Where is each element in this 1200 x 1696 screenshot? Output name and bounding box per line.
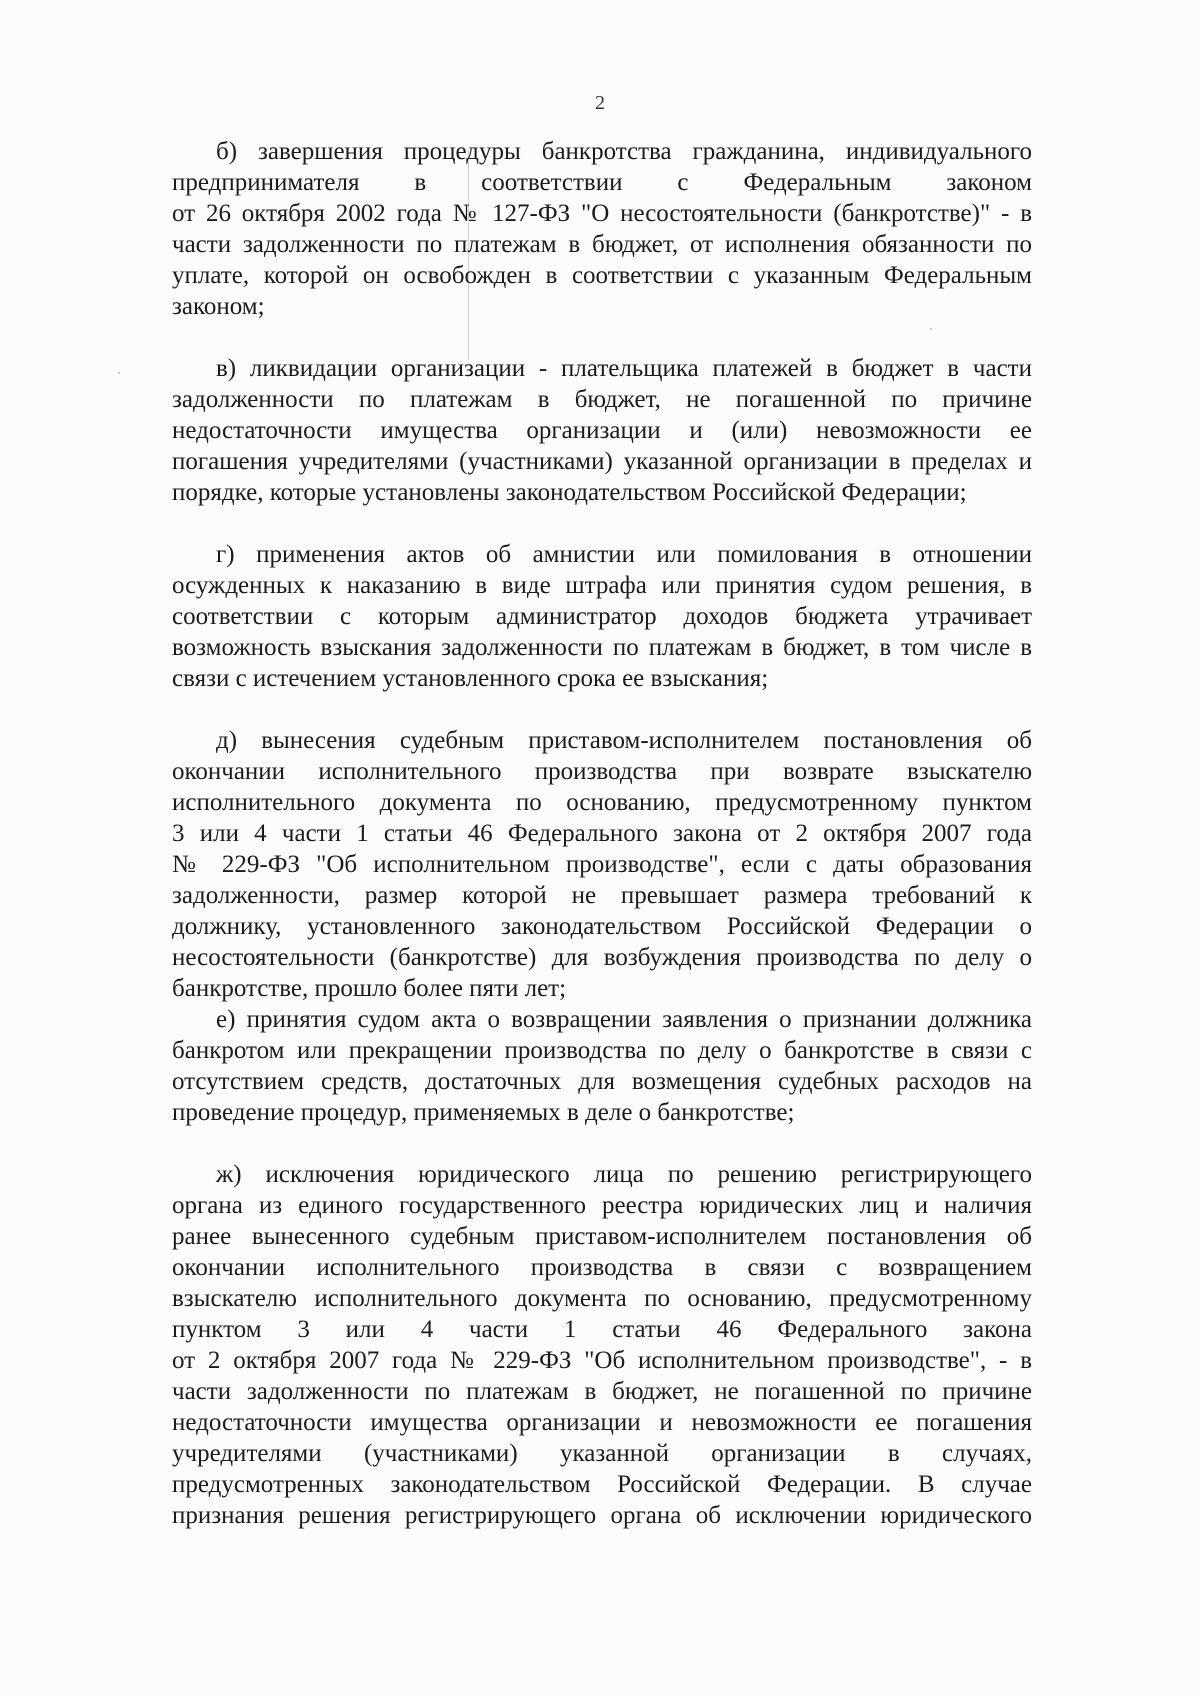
paragraph-b	[172, 136, 1032, 322]
text-line: осужденных к наказанию в виде штрафа или принятия судом решения, в	[172, 572, 1032, 599]
text-line: д) вынесения судебным приставом-исполнителем постановления об	[216, 727, 1032, 754]
text-line: проведение процедур, применяемых в деле о банкротстве;	[172, 1099, 795, 1126]
text-line: окончании исполнительного производства в связи с возвращением	[172, 1254, 1032, 1281]
text-line: задолженности по платежам в бюджет, не погашенной по причине	[172, 386, 1032, 413]
paragraph-e	[172, 1004, 1032, 1128]
text-line: несостоятельности (банкротстве) для возбуждения производства по делу о	[172, 944, 1032, 971]
text-line: соответствии с которым администратор доходов бюджета утрачивает	[172, 603, 1032, 630]
text-line: части задолженности по платежам в бюджет, от исполнения обязанности по	[172, 231, 1032, 258]
paragraph-gap	[172, 694, 1032, 725]
paragraph-gap	[172, 508, 1032, 539]
paragraph-v	[172, 353, 1032, 508]
text-line: уплате, которой он освобожден в соответствии с указанным Федеральным	[172, 262, 1032, 289]
text-line: недостаточности имущества организации и невозможности ее погашения	[172, 1409, 1032, 1436]
paragraph-d	[172, 725, 1032, 1004]
text-line: порядке, которые установлены законодательством Российской Федерации;	[172, 479, 967, 506]
text-line: недостаточности имущества организации и (или) невозможности ее	[172, 417, 1032, 444]
text-line: № 229-ФЗ "Об исполнительном производстве", если с даты образования	[172, 851, 1032, 878]
text-line: возможность взыскания задолженности по платежам в бюджет, в том числе в	[172, 634, 1032, 661]
text-line: от 2 октября 2007 года № 229-ФЗ "Об исполнительном производстве", - в	[172, 1347, 1032, 1374]
text-line: органа из единого государственного реестра юридических лиц и наличия	[172, 1192, 1032, 1219]
text-line: связи с истечением установленного срока ее взыскания;	[172, 665, 769, 692]
text-line: взыскателю исполнительного документа по основанию, предусмотренному	[172, 1285, 1032, 1312]
text-line: ранее вынесенного судебным приставом-исполнителем постановления об	[172, 1223, 1032, 1250]
text-line: е) принятия судом акта о возвращении заявления о признании должника	[216, 1006, 1032, 1033]
document-body	[172, 136, 1032, 1531]
text-line: 3 или 4 части 1 статьи 46 Федерального закона от 2 октября 2007 года	[172, 820, 1032, 847]
text-line: законом;	[172, 293, 265, 320]
text-line: отсутствием средств, достаточных для возмещения судебных расходов на	[172, 1068, 1032, 1095]
text-line: части задолженности по платежам в бюджет, не погашенной по причине	[172, 1378, 1032, 1405]
text-line: исполнительного документа по основанию, предусмотренному пунктом	[172, 789, 1032, 816]
text-line: предпринимателя в соответствии с Федеральным законом	[172, 169, 1032, 196]
page-number: 2	[595, 92, 605, 114]
text-line: б) завершения процедуры банкротства гражданина, индивидуального	[216, 138, 1032, 165]
text-line: в) ликвидации организации - плательщика платежей в бюджет в части	[216, 355, 1032, 382]
text-line: г) применения актов об амнистии или помилования в отношении	[216, 541, 1032, 568]
paragraph-gap	[172, 322, 1032, 353]
text-line: ж) исключения юридического лица по решению регистрирующего	[216, 1161, 1032, 1188]
text-line: банкротстве, прошло более пяти лет;	[172, 975, 567, 1002]
text-line: должнику, установленного законодательством Российской Федерации о	[172, 913, 1032, 940]
text-line: задолженности, размер которой не превышает размера требований к	[172, 882, 1032, 909]
scan-artifact-dot	[118, 372, 120, 374]
paragraph-g	[172, 539, 1032, 694]
text-line: признания решения регистрирующего органа об исключении юридического	[172, 1502, 1032, 1529]
text-line: погашения учредителями (участниками) указанной организации в пределах и	[172, 448, 1032, 475]
text-line: предусмотренных законодательством Российской Федерации. В случае	[172, 1471, 1032, 1498]
paragraph-zh	[172, 1159, 1032, 1531]
text-line: учредителями (участниками) указанной организации в случаях,	[172, 1440, 1032, 1467]
paragraph-gap	[172, 1128, 1032, 1159]
text-line: банкротом или прекращении производства по делу о банкротстве в связи с	[172, 1037, 1032, 1064]
text-line: окончании исполнительного производства при возврате взыскателю	[172, 758, 1032, 785]
text-line: пунктом 3 или 4 части 1 статьи 46 Федерального закона	[172, 1316, 1032, 1343]
text-line: от 26 октября 2002 года № 127-ФЗ "О несостоятельности (банкротстве)" - в	[172, 200, 1032, 227]
